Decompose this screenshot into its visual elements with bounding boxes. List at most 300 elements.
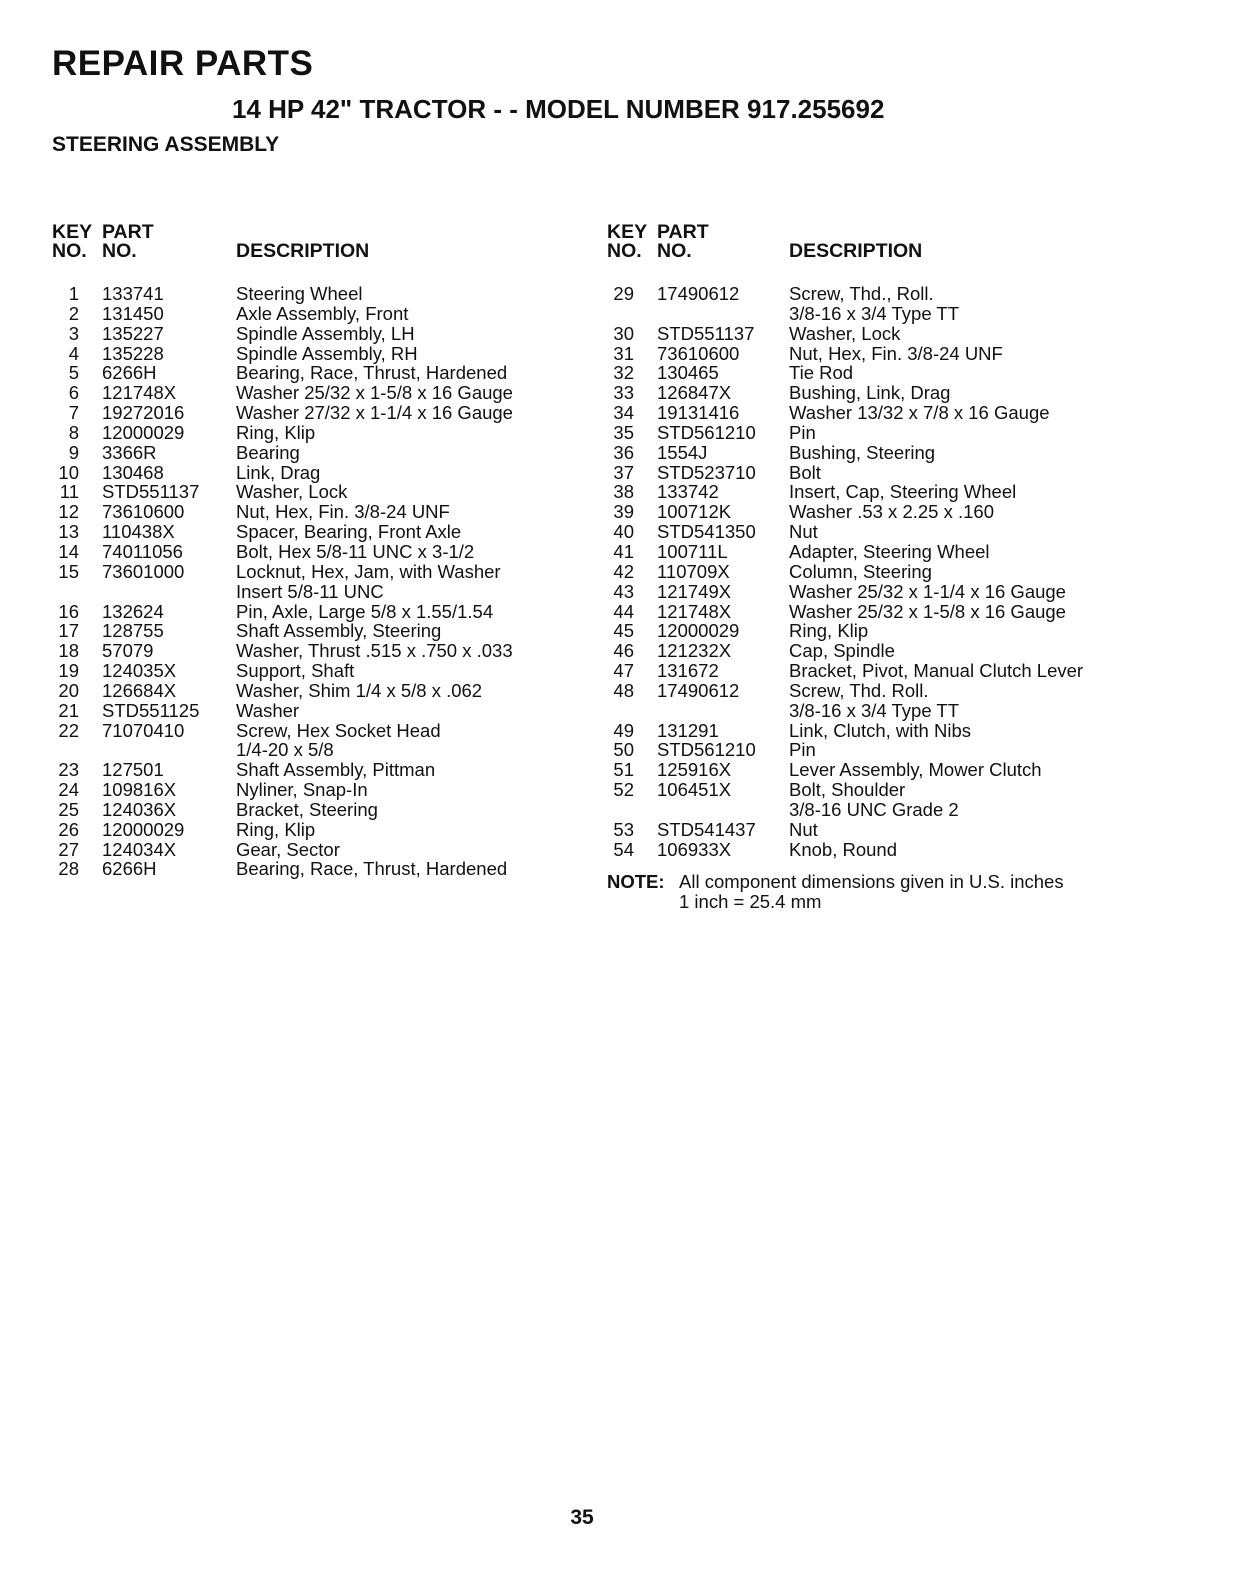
part-description	[236, 443, 592, 463]
parts-row	[52, 641, 592, 661]
key-number: 26	[58, 818, 79, 840]
key-number: 8	[68, 421, 79, 443]
description-line: Pin, Axle, Large 5/8 x 1.55/1.54	[236, 600, 494, 622]
key-number: 20	[58, 679, 79, 701]
part-number: 131291	[657, 719, 719, 741]
parts-row	[52, 681, 592, 701]
parts-row	[52, 482, 592, 502]
page-title: REPAIR PARTS	[52, 44, 314, 83]
part-number: 121749X	[657, 580, 732, 602]
description-line: Bearing	[236, 441, 300, 463]
key-number: 40	[613, 521, 634, 543]
parts-row	[52, 324, 592, 344]
part-description	[236, 562, 592, 602]
part-number: 100712K	[657, 501, 732, 523]
part-description	[789, 721, 1127, 741]
part-description	[236, 344, 592, 364]
part-number: 6266H	[102, 362, 157, 384]
parts-row	[607, 740, 1127, 760]
part-description	[789, 443, 1127, 463]
part-number: 131672	[657, 660, 719, 682]
parts-row	[607, 681, 1127, 721]
part-description	[789, 463, 1127, 483]
parts-row	[52, 403, 592, 423]
key-number: 14	[58, 540, 79, 562]
part-number: 124036X	[102, 798, 177, 820]
part-description	[236, 383, 592, 403]
parts-row	[52, 800, 592, 820]
description-line: Nut	[789, 818, 818, 840]
part-number: 126684X	[102, 679, 177, 701]
part-description	[236, 800, 592, 820]
description-line: Washer 13/32 x 7/8 x 16 Gauge	[789, 402, 1050, 424]
parts-row	[607, 562, 1127, 582]
part-description	[236, 621, 592, 641]
parts-row	[607, 363, 1127, 383]
parts-row	[607, 443, 1127, 463]
description-header: DESCRIPTION	[236, 240, 370, 262]
part-description	[236, 403, 592, 423]
key-number: 49	[613, 719, 634, 741]
part-number: 124035X	[102, 660, 177, 682]
parts-row	[52, 383, 592, 403]
parts-row	[52, 760, 592, 780]
part-number: 73601000	[102, 560, 185, 582]
parts-row	[52, 363, 592, 383]
part-number: STD551125	[102, 699, 200, 721]
key-number: 47	[613, 660, 634, 682]
description-line: Steering Wheel	[236, 283, 363, 304]
parts-row	[52, 780, 592, 800]
part-number: 12000029	[102, 818, 185, 840]
description-line: 3/8-16 UNC Grade 2	[789, 798, 959, 820]
description-line: Insert 5/8-11 UNC	[236, 580, 384, 602]
part-number: 121748X	[102, 382, 177, 404]
part-description	[236, 324, 592, 344]
parts-column-right	[607, 222, 1127, 912]
key-number: 15	[58, 560, 79, 582]
part-number: 106451X	[657, 779, 732, 801]
key-number: 17	[58, 620, 79, 642]
column-header	[607, 222, 1127, 284]
description-line: Spindle Assembly, LH	[236, 322, 415, 344]
parts-row	[607, 721, 1127, 741]
description-line: Washer 25/32 x 1-1/4 x 16 Gauge	[789, 580, 1066, 602]
key-number: 18	[58, 640, 79, 662]
part-number: 3366R	[102, 441, 157, 463]
part-description	[236, 482, 592, 502]
description-line: Column, Steering	[789, 560, 932, 582]
part-description	[789, 820, 1127, 840]
part-description	[236, 859, 592, 879]
description-line: Washer .53 x 2.25 x .160	[789, 501, 994, 523]
description-line: Gear, Sector	[236, 838, 340, 860]
description-line: Washer 25/32 x 1-5/8 x 16 Gauge	[789, 600, 1066, 622]
part-description	[236, 661, 592, 681]
parts-row	[607, 760, 1127, 780]
key-header-line2: NO.	[607, 240, 642, 262]
part-description	[789, 502, 1127, 522]
parts-row	[52, 840, 592, 860]
description-line: Bearing, Race, Thrust, Hardened	[236, 362, 508, 384]
key-number: 33	[613, 382, 634, 404]
key-number: 48	[613, 679, 634, 701]
description-line: Knob, Round	[789, 838, 898, 860]
key-number: 38	[613, 481, 634, 503]
key-number: 37	[613, 461, 634, 483]
part-description	[236, 721, 592, 761]
part-description	[789, 641, 1127, 661]
description-line: Washer, Shim 1/4 x 5/8 x .062	[236, 679, 483, 701]
part-header-line2: NO.	[657, 240, 692, 262]
description-line: 1/4-20 x 5/8	[236, 739, 334, 761]
description-line: Bracket, Steering	[236, 798, 378, 820]
parts-row	[607, 522, 1127, 542]
description-line: Insert, Cap, Steering Wheel	[789, 481, 1017, 503]
key-number: 41	[613, 540, 634, 562]
description-line: Bushing, Steering	[789, 441, 936, 463]
description-line: Washer 25/32 x 1-5/8 x 16 Gauge	[236, 382, 513, 404]
note-line: 1 inch = 25.4 mm	[679, 891, 822, 913]
key-number: 39	[613, 501, 634, 523]
parts-row	[52, 820, 592, 840]
parts-row	[52, 621, 592, 641]
description-line: Nut, Hex, Fin. 3/8-24 UNF	[236, 501, 450, 523]
parts-row	[607, 621, 1127, 641]
model-subtitle: 14 HP 42" TRACTOR - - MODEL NUMBER 917.255692	[232, 94, 885, 124]
parts-row	[607, 502, 1127, 522]
key-number: 30	[613, 322, 634, 344]
key-number: 12	[58, 501, 79, 523]
parts-row	[607, 602, 1127, 622]
part-number: 12000029	[102, 421, 185, 443]
key-number: 54	[613, 838, 634, 860]
part-description	[236, 423, 592, 443]
key-number: 9	[68, 441, 79, 463]
part-number: 19272016	[102, 402, 185, 424]
description-header: DESCRIPTION	[789, 240, 923, 262]
description-line: Bracket, Pivot, Manual Clutch Lever	[789, 660, 1084, 682]
part-number: 73610600	[102, 501, 185, 523]
key-number: 51	[613, 759, 634, 781]
part-number: STD551137	[102, 481, 200, 503]
part-header-line1: PART	[102, 221, 154, 243]
part-description	[236, 363, 592, 383]
parts-row	[607, 641, 1127, 661]
section-heading: STEERING ASSEMBLY	[52, 133, 280, 156]
key-number: 24	[58, 779, 79, 801]
description-line: Nut, Hex, Fin. 3/8-24 UNF	[789, 342, 1003, 364]
part-number: 17490612	[657, 679, 740, 701]
parts-row	[607, 403, 1127, 423]
part-description	[789, 344, 1127, 364]
parts-row	[52, 701, 592, 721]
part-description	[789, 621, 1127, 641]
part-description	[789, 383, 1127, 403]
description-line: Bolt	[789, 461, 821, 483]
key-number: 1	[68, 283, 79, 304]
part-description	[789, 423, 1127, 443]
parts-row	[52, 522, 592, 542]
description-line: Washer, Lock	[789, 322, 901, 344]
description-line: Tie Rod	[789, 362, 854, 384]
key-number: 4	[68, 342, 79, 364]
part-number: 17490612	[657, 283, 740, 304]
description-line: Cap, Spindle	[789, 640, 895, 662]
part-number: STD541350	[657, 521, 756, 543]
parts-row	[52, 602, 592, 622]
part-description	[789, 582, 1127, 602]
parts-row	[52, 304, 592, 324]
parts-row	[607, 582, 1127, 602]
key-number: 29	[613, 283, 634, 304]
parts-row	[52, 502, 592, 522]
key-number: 35	[613, 421, 634, 443]
description-line: Washer 27/32 x 1-1/4 x 16 Gauge	[236, 402, 513, 424]
part-number: 6266H	[102, 858, 157, 880]
key-header-line2: NO.	[52, 240, 87, 262]
part-description	[236, 542, 592, 562]
key-header-line1: KEY	[52, 221, 93, 243]
note-label: NOTE:	[607, 871, 665, 893]
part-number: 110709X	[657, 560, 730, 582]
part-number: 110438X	[102, 521, 175, 543]
key-number: 52	[613, 779, 634, 801]
key-number: 34	[613, 402, 634, 424]
part-description	[236, 502, 592, 522]
part-header-line2: NO.	[102, 240, 137, 262]
note-line: All component dimensions given in U.S. inches	[679, 871, 1064, 893]
description-line: 3/8-16 x 3/4 Type TT	[789, 699, 960, 721]
description-line: Bolt, Hex 5/8-11 UNC x 3-1/2	[236, 540, 475, 562]
part-description	[789, 780, 1127, 820]
part-description	[789, 324, 1127, 344]
parts-row	[52, 562, 592, 602]
part-description	[236, 840, 592, 860]
key-number: 27	[58, 838, 79, 860]
note-text	[679, 872, 1127, 912]
part-number: 130465	[657, 362, 719, 384]
description-line: Link, Drag	[236, 461, 321, 483]
part-description	[236, 304, 592, 324]
parts-row	[607, 324, 1127, 344]
description-line: Ring, Klip	[236, 818, 316, 840]
part-number: 73610600	[657, 342, 740, 364]
description-line: Washer, Lock	[236, 481, 348, 503]
part-description	[789, 482, 1127, 502]
key-number: 50	[613, 739, 634, 761]
key-number: 2	[68, 302, 79, 324]
parts-row	[607, 542, 1127, 562]
description-line: Screw, Thd., Roll.	[789, 283, 934, 304]
part-number: 130468	[102, 461, 164, 483]
description-line: Screw, Thd. Roll.	[789, 679, 929, 701]
description-line: Bolt, Shoulder	[789, 779, 906, 801]
part-description	[789, 363, 1127, 383]
key-number: 31	[613, 342, 634, 364]
part-description	[789, 681, 1127, 721]
part-description	[789, 284, 1127, 324]
part-number: 12000029	[657, 620, 740, 642]
part-number: STD551137	[657, 322, 755, 344]
part-number: 100711L	[657, 540, 728, 562]
description-line: Support, Shaft	[236, 660, 355, 682]
part-description	[236, 641, 592, 661]
parts-row	[607, 423, 1127, 443]
key-number: 23	[58, 759, 79, 781]
part-description	[236, 463, 592, 483]
key-number: 3	[68, 322, 79, 344]
description-line: Nut	[789, 521, 818, 543]
note	[607, 872, 1127, 912]
description-line: Spindle Assembly, RH	[236, 342, 418, 364]
part-description	[789, 522, 1127, 542]
key-number: 16	[58, 600, 79, 622]
part-description	[236, 760, 592, 780]
part-number: 74011056	[102, 540, 183, 562]
parts-row	[52, 344, 592, 364]
part-description	[789, 562, 1127, 582]
part-number: 57079	[102, 640, 154, 662]
parts-row	[607, 482, 1127, 502]
description-line: 3/8-16 x 3/4 Type TT	[789, 302, 960, 324]
part-number: 128755	[102, 620, 164, 642]
part-number: 131450	[102, 302, 164, 324]
description-line: Bearing, Race, Thrust, Hardened	[236, 858, 508, 880]
part-description	[789, 542, 1127, 562]
parts-list-right	[607, 284, 1127, 859]
parts-row	[52, 661, 592, 681]
column-header	[52, 222, 592, 284]
description-line: Shaft Assembly, Pittman	[236, 759, 436, 781]
parts-row	[607, 820, 1127, 840]
parts-row	[607, 780, 1127, 820]
description-line: Locknut, Hex, Jam, with Washer	[236, 560, 501, 582]
description-line: Shaft Assembly, Steering	[236, 620, 442, 642]
description-line: Screw, Hex Socket Head	[236, 719, 441, 741]
description-line: Pin	[789, 421, 816, 443]
key-header-line1: KEY	[607, 221, 648, 243]
part-description	[789, 602, 1127, 622]
description-line: Adapter, Steering Wheel	[789, 540, 990, 562]
description-line: Ring, Klip	[789, 620, 869, 642]
parts-row	[52, 423, 592, 443]
parts-row	[52, 443, 592, 463]
part-number: 71070410	[102, 719, 185, 741]
key-number: 5	[68, 362, 79, 384]
part-description	[236, 780, 592, 800]
parts-row	[607, 840, 1127, 860]
part-number: 135227	[102, 322, 164, 344]
part-number: 106933X	[657, 838, 732, 860]
part-number: 124034X	[102, 838, 177, 860]
key-number: 42	[613, 560, 634, 582]
parts-column-left	[52, 222, 592, 879]
part-number: 109816X	[102, 779, 177, 801]
part-description	[236, 701, 592, 721]
key-number: 43	[613, 580, 634, 602]
part-number: STD561210	[657, 421, 756, 443]
key-number: 44	[613, 600, 634, 622]
part-description	[789, 740, 1127, 760]
key-number: 36	[613, 441, 634, 463]
key-number: 10	[58, 461, 79, 483]
key-number: 25	[58, 798, 79, 820]
parts-list-left	[52, 284, 592, 879]
description-line: Link, Clutch, with Nibs	[789, 719, 971, 741]
parts-row	[52, 284, 592, 304]
key-number: 13	[58, 521, 79, 543]
description-line: Ring, Klip	[236, 421, 316, 443]
description-line: Bushing, Link, Drag	[789, 382, 951, 404]
part-description	[236, 681, 592, 701]
part-description	[236, 820, 592, 840]
key-number: 45	[613, 620, 634, 642]
part-description	[236, 522, 592, 542]
description-line: Spacer, Bearing, Front Axle	[236, 521, 462, 543]
description-line: Lever Assembly, Mower Clutch	[789, 759, 1042, 781]
parts-row	[607, 284, 1127, 324]
key-number: 32	[613, 362, 634, 384]
parts-row	[607, 344, 1127, 364]
parts-row	[52, 463, 592, 483]
part-number: 121232X	[657, 640, 732, 662]
part-description	[789, 661, 1127, 681]
key-number: 19	[58, 660, 79, 682]
parts-row	[52, 542, 592, 562]
parts-row	[607, 463, 1127, 483]
part-number: 121748X	[657, 600, 732, 622]
description-line: Washer	[236, 699, 300, 721]
part-header-line1: PART	[657, 221, 709, 243]
part-number: 133741	[102, 283, 164, 304]
key-number: 28	[58, 858, 79, 880]
part-number: 135228	[102, 342, 164, 364]
part-number: STD541437	[657, 818, 756, 840]
part-number: 125916X	[657, 759, 732, 781]
part-number: STD561210	[657, 739, 756, 761]
part-description	[789, 403, 1127, 423]
key-number: 22	[58, 719, 79, 741]
key-number: 6	[68, 382, 79, 404]
key-number: 53	[613, 818, 634, 840]
part-description	[789, 760, 1127, 780]
part-description	[236, 602, 592, 622]
key-number: 11	[59, 481, 79, 503]
description-line: Axle Assembly, Front	[236, 302, 409, 324]
key-number: 46	[613, 640, 634, 662]
part-number: STD523710	[657, 461, 756, 483]
parts-row	[607, 661, 1127, 681]
parts-row	[52, 721, 592, 761]
description-line: Washer, Thrust .515 x .750 x .033	[236, 640, 513, 662]
part-number: 1554J	[657, 441, 708, 463]
part-number: 133742	[657, 481, 719, 503]
key-number: 7	[68, 402, 79, 424]
parts-row	[52, 859, 592, 879]
part-number: 126847X	[657, 382, 732, 404]
part-number: 132624	[102, 600, 164, 622]
description-line: Pin	[789, 739, 816, 761]
part-description	[236, 284, 592, 304]
part-number: 127501	[102, 759, 164, 781]
page-number: 35	[570, 1506, 594, 1529]
description-line: Nyliner, Snap-In	[236, 779, 368, 801]
parts-row	[607, 383, 1127, 403]
key-number: 21	[58, 699, 79, 721]
part-description	[789, 840, 1127, 860]
part-number: 19131416	[657, 402, 740, 424]
